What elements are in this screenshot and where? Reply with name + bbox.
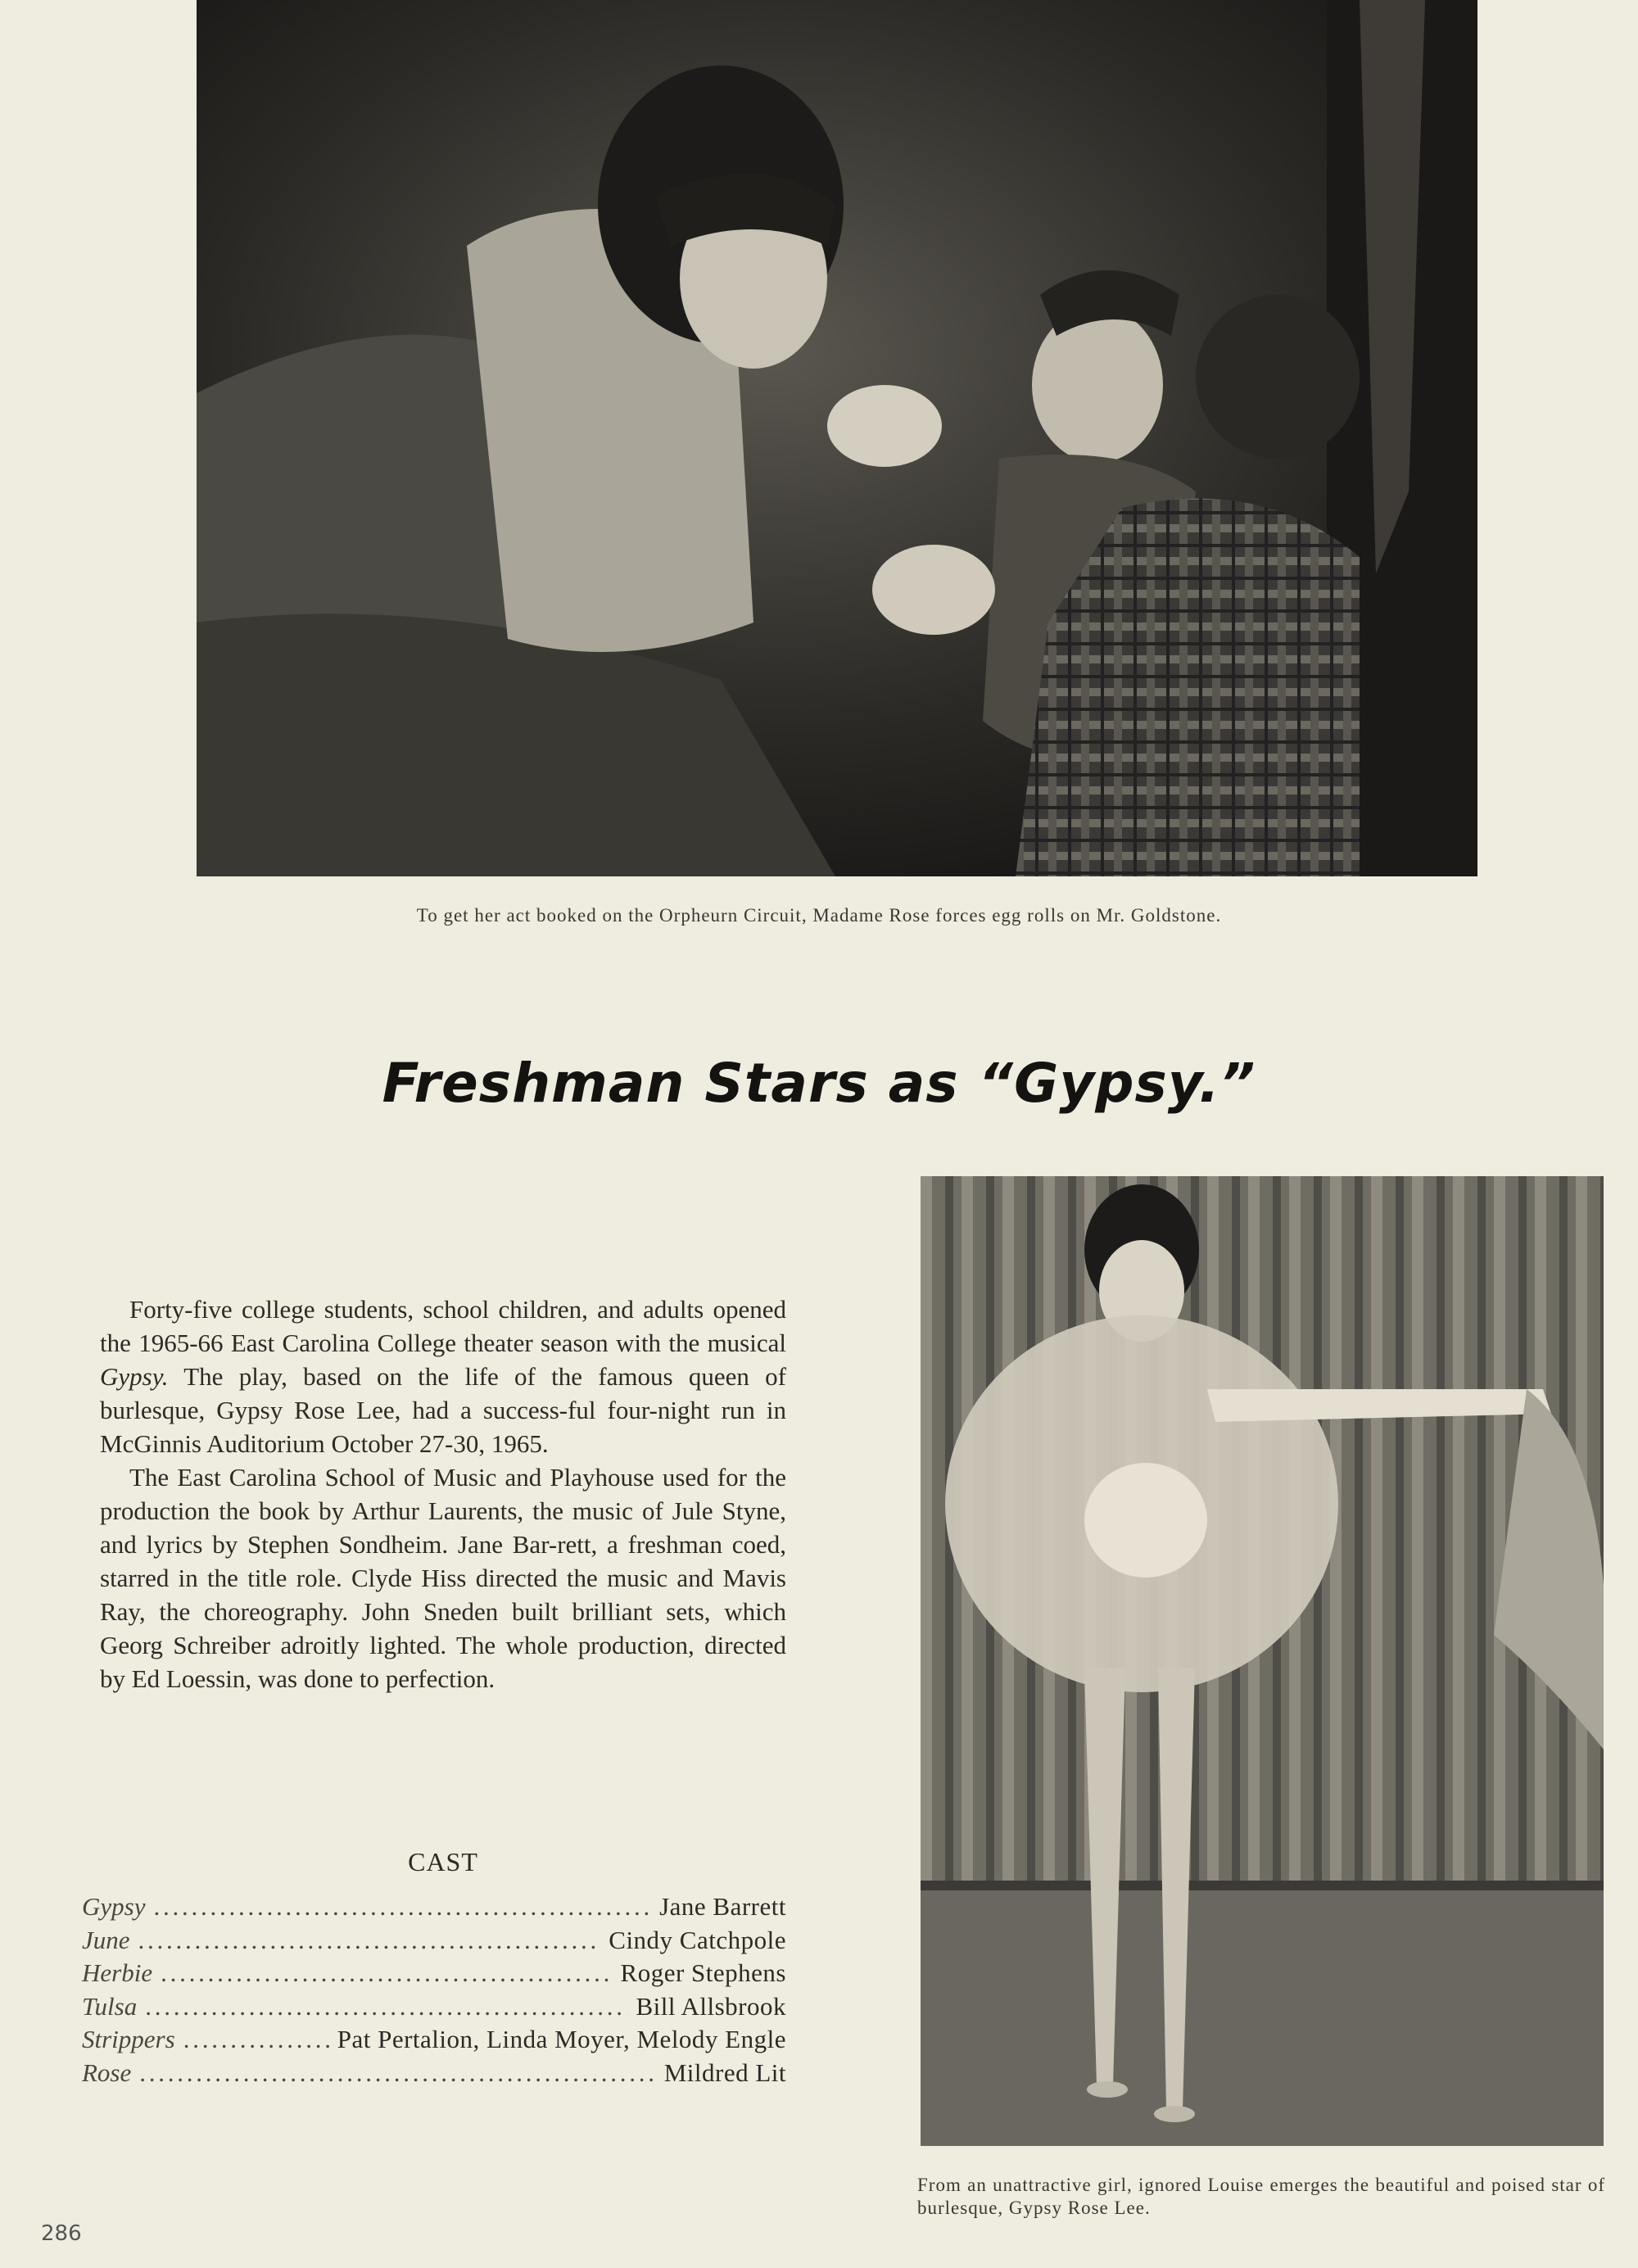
- cast-list: [82, 1892, 786, 2091]
- cast-actor: Mildred Lit: [663, 2057, 786, 2087]
- cast-heading: CAST: [408, 1847, 478, 1876]
- page-headline: Freshman Stars as “Gypsy.”: [382, 1052, 1256, 1116]
- cast-role: Strippers: [82, 2025, 175, 2053]
- leader-dots: [153, 1892, 651, 1922]
- leader-dots: [138, 1926, 601, 1955]
- article-paragraph-1: [100, 1292, 786, 1460]
- cast-role: Tulsa: [82, 1991, 138, 2021]
- cast-row: [82, 1958, 786, 1992]
- stage-photo-top: [197, 0, 1477, 876]
- cast-row: [82, 1992, 786, 2026]
- paragraph-1-text-b: The play, based on the life of the famous queen of burlesque, Gypsy Rose Lee, had a success-ful four-night run in McGinnis Auditorium October 27-30, 1965.: [100, 1362, 786, 1458]
- cast-role: Gypsy: [82, 1892, 146, 1921]
- top-photo-caption: To get her act booked on the Orpheurn Circuit, Madame Rose forces egg rolls on Mr. Goldstone.: [416, 905, 1222, 926]
- paragraph-1-text-a: Forty-five college students, school children, and adults opened the 1965-66 East Carolina College theater season with the musical: [100, 1295, 786, 1357]
- leader-dots: [145, 1992, 627, 2021]
- stage-photo-side: [921, 1176, 1604, 2146]
- cast-role: Herbie: [82, 1958, 153, 1987]
- performer-image: [921, 1176, 1604, 2146]
- musical-title: Gypsy.: [100, 1362, 169, 1391]
- side-photo-caption: From an unattractive girl, ignored Louise emerges the beautiful and poised star of burlesque, Gypsy Rose Lee.: [917, 2175, 1605, 2218]
- cast-role: June: [82, 1925, 130, 1954]
- cast-actor: Cindy Catchpole: [609, 1925, 786, 1954]
- leader-dots: [139, 2058, 655, 2088]
- cast-actor: Bill Allsbrook: [636, 1991, 786, 2021]
- page-number: 286: [41, 2221, 82, 2246]
- cast-row: [82, 2058, 786, 2092]
- cast-actor: Jane Barrett: [659, 1892, 786, 1921]
- cast-row: [82, 1926, 786, 1959]
- cast-row: [82, 1892, 786, 1926]
- stage-scene-image: [197, 0, 1477, 876]
- cast-role: Rose: [82, 2057, 132, 2087]
- cast-actor: Pat Pertalion, Linda Moyer, Melody Engle: [337, 2025, 786, 2053]
- leader-dots: [161, 1958, 612, 1988]
- cast-actor: Roger Stephens: [620, 1958, 786, 1987]
- article-body: [100, 1292, 786, 1695]
- leader-dots: [183, 2025, 329, 2054]
- cast-row: [82, 2025, 786, 2058]
- article-paragraph-2: The East Carolina School of Music and Playhouse used for the production the book by Arthur Laurents, the music of Jule Styne, and lyrics by Stephen Sondheim. Jane Bar-rett, a freshman coed, starred in the title role. Clyde Hiss directed the music and Mavis Ray, the choreography. John Sneden built brilliant sets, which Georg Schreiber adroitly lighted. The whole production, directed by Ed Loessin, was done to perfection.: [100, 1463, 786, 1693]
